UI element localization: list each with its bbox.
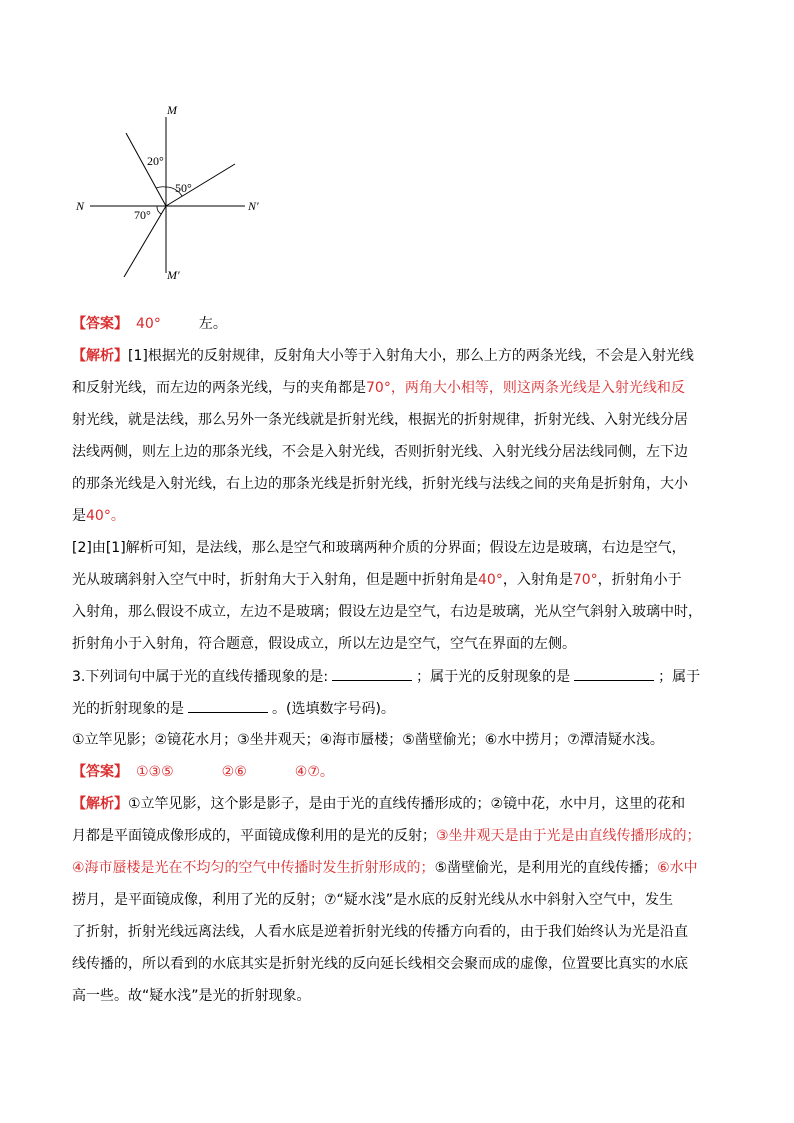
analysis-line: 月都是平面镜成像形成的，平面镜成像利用的是光的反射；③坐井观天是由于光是由直线传播形成的；	[72, 828, 701, 844]
analysis-line: 和反射光线，而左边的两条光线，与的夹角都是70°，两角大小相等，则这两条光线是入射光线和反	[72, 380, 685, 396]
arc-70	[157, 206, 161, 214]
analysis-line: 入射角，那么假设不成立，左边不是玻璃；假设左边是空气，右边是玻璃，光从空气斜射入玻璃中时，	[72, 604, 702, 620]
arc-20	[156, 187, 166, 188]
analysis-line: 的那条光线是入射光线，右上边的那条光线是折射光线，折射光线与法线之间的夹角是折射角，大小	[72, 476, 688, 492]
analysis-line: 折射角小于入射角，符合题意，假设成立，所以左边是空气，空气在界面的左侧。	[72, 636, 576, 652]
answer-tag: 【答案】	[72, 316, 128, 332]
analysis-line: ④海市蜃楼是光在不均匀的空气中传播时发生折射形成的；⑤凿壁偷光，是利用光的直线传播；⑥水中	[72, 860, 698, 876]
analysis-tag: 【解析】	[72, 348, 128, 364]
label-M: M	[167, 103, 177, 117]
label-N: N	[76, 199, 85, 213]
ray-upper-left	[126, 133, 166, 206]
answer-blank[interactable]	[188, 698, 268, 713]
options-line: ①立竿见影；②镜花水月；③坐井观天；④海市蜃楼；⑤凿壁偷光；⑥水中捞月；⑦潭清疑水浅。	[72, 732, 664, 748]
label-N-prime: N′	[248, 199, 259, 213]
q3-answer-line	[72, 762, 334, 782]
answer-blank[interactable]	[574, 666, 654, 681]
question-line: 3.下列词句中属于光的直线传播现象的是: ；属于光的反射现象的是 ；属于	[72, 666, 700, 687]
answer-value: ①③⑤	[136, 764, 174, 780]
analysis-line: 捞月，是平面镜成像，利用了光的反射；⑦“疑水浅”是水底的反射光线从水中斜射入空气中，发生	[72, 892, 674, 908]
label-angle-70: 70°	[134, 208, 151, 222]
answer-value: 40°	[136, 316, 161, 332]
answer-value: 左。	[198, 316, 227, 332]
answer-value: ②⑥	[221, 764, 247, 780]
analysis-tag: 【解析】	[72, 796, 128, 812]
label-angle-20: 20°	[147, 154, 164, 168]
analysis-line: 【解析】[1]根据光的反射规律，反射角大小等于入射角大小，那么上方的两条光线，不会是入射光线	[72, 348, 694, 364]
analysis-line: 是40°。	[72, 508, 125, 524]
label-angle-50: 50°	[175, 181, 192, 195]
analysis-line: [2]由[1]解析可知，是法线，那么是空气和玻璃两种介质的分界面；假设左边是玻璃，右边是空气，	[72, 540, 686, 556]
question-line: 光的折射现象的是 。(选填数字号码)。	[72, 698, 395, 719]
analysis-line: 线传播的，所以看到的水底其实是折射光线的反向延长线相交会聚而成的虚像，位置要比真实的水底	[72, 956, 688, 972]
answer-blank[interactable]	[332, 666, 412, 681]
label-M-prime: M′	[167, 268, 180, 280]
answer-value: ④⑦。	[294, 764, 334, 780]
q2-answer-line	[72, 314, 227, 334]
light-refraction-diagram	[70, 95, 270, 280]
analysis-line: 法线两侧，则左上边的那条光线，不会是入射光线，否则折射光线、入射光线分居法线同侧，左下边	[72, 444, 688, 460]
analysis-line: 高一些。故“疑水浅”是光的折射现象。	[72, 988, 311, 1004]
analysis-line: 【解析】①立竿见影，这个影是影子，是由于光的直线传播形成的；②镜中花，水中月，这里的花和	[72, 796, 686, 812]
answer-tag: 【答案】	[72, 764, 128, 780]
analysis-line: 射光线，就是法线，那么另外一条光线就是折射光线，根据光的折射规律，折射光线、入射光线分居	[72, 412, 688, 428]
analysis-line: 光从玻璃斜射入空气中时，折射角大于入射角，但是题中折射角是40°，入射角是70°，折射角小于	[72, 572, 682, 588]
analysis-line: 了折射，折射光线远离法线，人看水底是逆着折射光线的传播方向看的，由于我们始终认为光是沿直	[72, 924, 688, 940]
